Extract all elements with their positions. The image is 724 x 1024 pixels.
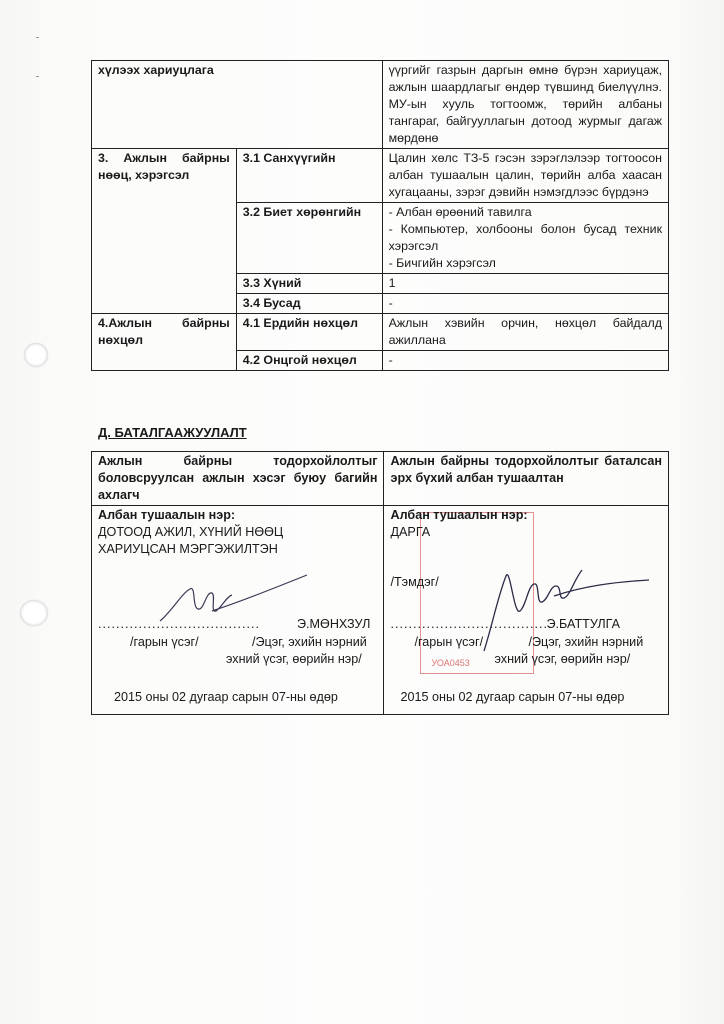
- position-name: ДОТООД АЖИЛ, ХҮНИЙ НӨӨЦ ХАРИУЦСАН МЭРГЭЖИЛТЭН: [98, 525, 284, 556]
- position-label: Албан тушаалын нэр:: [98, 508, 236, 522]
- name-caption-1: /Эцэг, эхийн нэрний: [252, 635, 367, 649]
- signature-caption: /гарын үсэг/: [130, 635, 199, 649]
- section-label: 4.Ажлын байрны нөхцөл: [92, 314, 237, 371]
- item-value: [382, 203, 668, 274]
- item-value: -: [382, 351, 668, 371]
- item-label: 4.1 Ердийн нөхцөл: [236, 314, 382, 351]
- item-value: Цалин хөлс ТЗ-5 гэсэн зэрэглэлээр тогтоосон албан тушаалын цалин, төрийн алба хаасан хугацааны, зэрэг дэвийн нэмэгдлээс бүрдэнэ: [382, 149, 668, 203]
- item-value: Ажлын хэвийн орчин, нөхцөл байдалд ажиллана: [382, 314, 668, 351]
- row-label: хүлээх хариуцлага: [92, 61, 383, 149]
- right-header: Ажлын байрны тодорхойлолтыг баталсан эрх бүхий албан тушаалтан: [384, 452, 669, 506]
- item-value: 1: [382, 274, 668, 294]
- scan-mark: [36, 37, 39, 38]
- job-resources-table: [91, 60, 669, 371]
- item-line: - Компьютер, холбооны болон бусад техник хэрэгсэл: [388, 222, 662, 253]
- item-label: 3.3 Хүний: [236, 274, 382, 294]
- table-row: [92, 61, 669, 149]
- right-signature-cell: [384, 506, 669, 715]
- signature-dots: ....................................: [390, 617, 553, 631]
- signature-dots: ....................................: [98, 617, 260, 631]
- stamp-number: УОА0453: [431, 658, 470, 668]
- left-signature-cell: [92, 506, 384, 715]
- punch-hole-bottom: [20, 600, 48, 626]
- signature-caption: /гарын үсэг/: [414, 635, 484, 649]
- approval-table: [91, 451, 669, 715]
- item-label: 4.2 Онцгой нөхцөл: [236, 351, 382, 371]
- row-value: үүргийг газрын даргын өмнө бүрэн хариуцаж, ажлын шаардлагыг өндөр түвшинд биелүүлнэ. МУ-ын хууль тогтоомж, төрийн албаны тангараг, байгууллагын дотоод журмыг дагаж мөрдөнө: [382, 61, 668, 149]
- item-value: -: [382, 294, 668, 314]
- position-label: Албан тушаалын нэр:: [390, 508, 528, 522]
- item-label: 3.1 Санхүүгийн: [236, 149, 382, 203]
- table-row: [92, 452, 669, 506]
- table-row: [92, 506, 669, 715]
- name-caption-2: эхний үсэг, өөрийн нэр/: [494, 652, 631, 666]
- item-label: 3.2 Биет хөрөнгийн: [236, 203, 382, 274]
- name-caption-2: эхний үсэг, өөрийн нэр/: [226, 652, 362, 666]
- position-name: ДАРГА: [390, 525, 431, 539]
- section-title: Д. БАТАЛГААЖУУЛАЛТ: [98, 425, 247, 440]
- stamp-label: /Тэмдэг/: [390, 575, 439, 589]
- signer-name: Э.БАТТУЛГА: [546, 617, 621, 631]
- table-row: [92, 149, 669, 203]
- left-header: Ажлын байрны тодорхойлолтыг боловсруулсан ажлын хэсэг буюу багийн ахлагч: [92, 452, 384, 506]
- name-caption-1: /Эцэг, эхийн нэрний: [528, 635, 644, 649]
- table-row: [92, 314, 669, 351]
- item-line: - Албан өрөөний тавилга: [388, 205, 532, 219]
- item-label: 3.4 Бусад: [236, 294, 382, 314]
- section-label: 3. Ажлын байрны нөөц, хэрэгсэл: [92, 149, 237, 314]
- signer-name: Э.МӨНХЗУЛ: [297, 617, 371, 631]
- scan-mark: [36, 76, 39, 77]
- item-line: - Бичгийн хэрэгсэл: [388, 256, 496, 270]
- date-line: 2015 оны 02 дугаар сарын 07-ны өдөр: [114, 690, 338, 704]
- date-line: 2015 оны 02 дугаар сарын 07-ны өдөр: [400, 690, 625, 704]
- punch-hole-top: [24, 343, 48, 367]
